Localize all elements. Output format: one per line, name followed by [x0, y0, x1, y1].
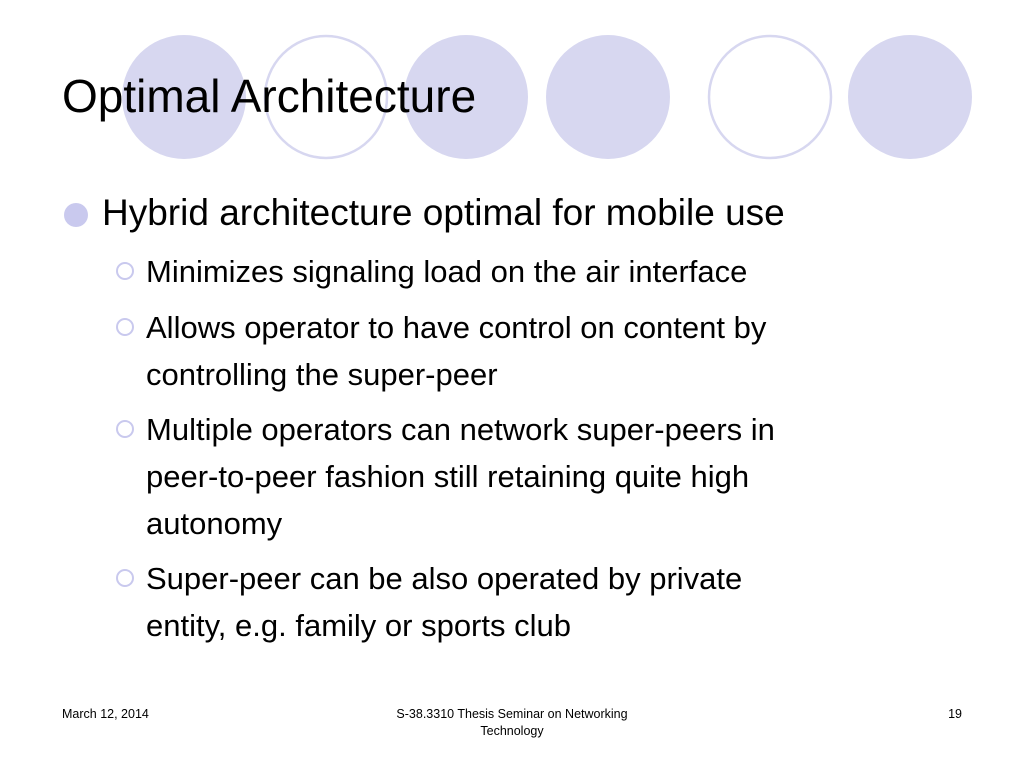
slide-title: Optimal Architecture	[62, 70, 477, 122]
subbullet-2-line-2: controlling the super-peer	[146, 357, 498, 392]
subbullet-3-line-2: peer-to-peer fashion still retaining quite high	[146, 459, 750, 494]
hollow-circle-bullet-icon	[116, 318, 134, 336]
subbullet-3-line-3: autonomy	[146, 506, 283, 541]
footer-course-title-line-1: S-38.3310 Thesis Seminar on Networking	[396, 707, 628, 721]
footer-course-title	[362, 706, 662, 740]
footer-course-title-line-2: Technology	[480, 724, 544, 738]
footer-date: March 12, 2014	[62, 707, 149, 721]
filled-circle-bullet-icon	[64, 203, 88, 227]
subbullet-3-line-1: Multiple operators can network super-peers in	[146, 412, 775, 447]
subbullet-2-line-1: Allows operator to have control on content by	[146, 310, 767, 345]
footer-page-number: 19	[948, 707, 962, 721]
subbullet-4-line-1: Super-peer can be also operated by private	[146, 561, 743, 596]
hollow-circle-bullet-icon	[116, 569, 134, 587]
bullet-level1-text: Hybrid architecture optimal for mobile use	[102, 192, 785, 233]
hollow-circle-bullet-icon	[116, 420, 134, 438]
subbullet-1-line-1: Minimizes signaling load on the air interface	[146, 254, 748, 289]
subbullet-4-line-2: entity, e.g. family or sports club	[146, 608, 571, 643]
hollow-circle-bullet-icon	[116, 262, 134, 280]
